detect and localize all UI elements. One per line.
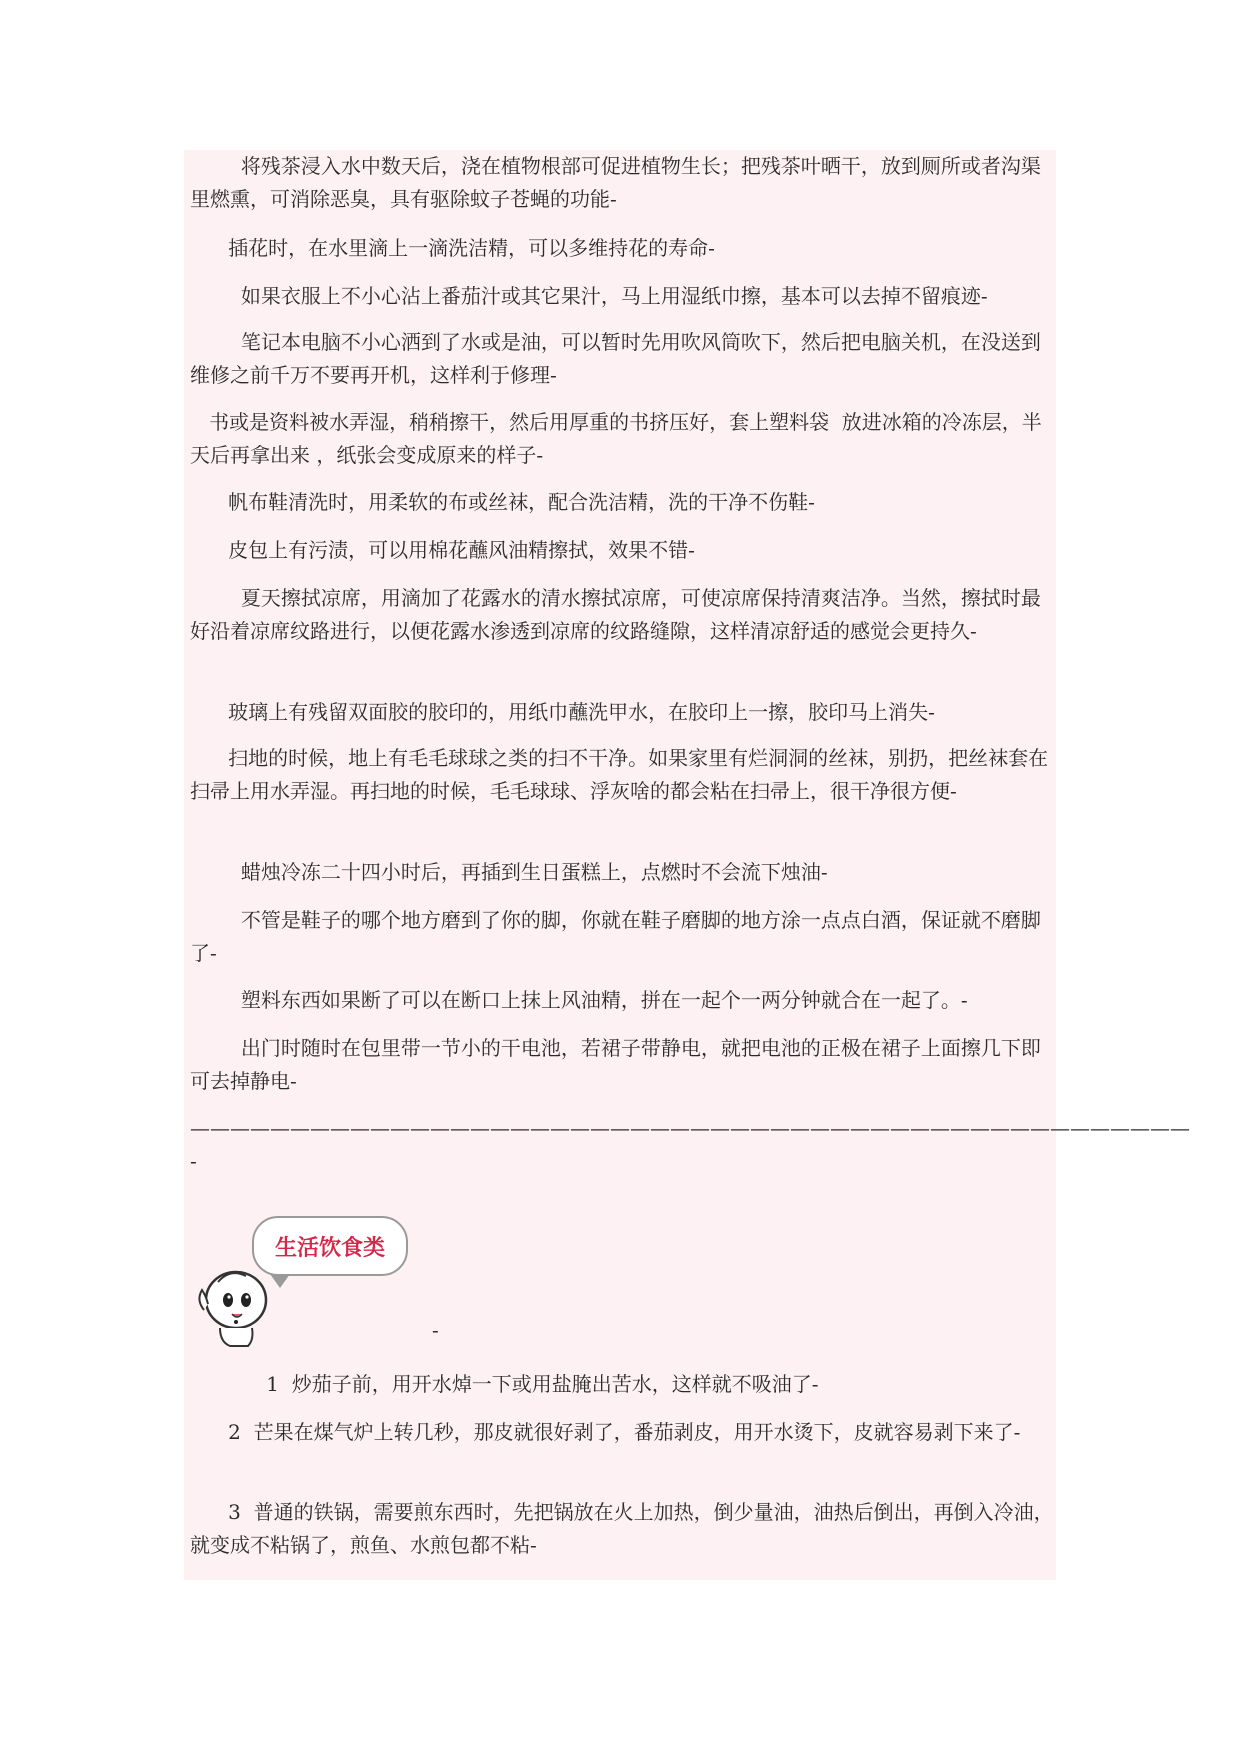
- tip-paragraph: 笔记本电脑不小心洒到了水或是油，可以暂时先用吹风筒吹下，然后把电脑关机，在没送到维修之前千万不要再开机，这样利于修理-: [190, 330, 1041, 387]
- mascot-icon: [190, 1260, 270, 1350]
- food-tip-paragraph: 2 芒果在煤气炉上转几秒，那皮就很好剥了，番茄剥皮，用开水烫下，皮就容易剥下来了-: [190, 1420, 1021, 1444]
- tip-paragraph: 夏天擦拭凉席，用滴加了花露水的清水擦拭凉席，可使凉席保持清爽洁净。当然，擦拭时最好沿着凉席纹路进行，以便花露水渗透到凉席的纹路缝隙，这样清凉舒适的感觉会更持久-: [190, 586, 1041, 643]
- category-badge: [190, 1204, 430, 1350]
- tip-paragraph: 塑料东西如果断了可以在断口上抹上风油精，拼在一起个一两分钟就合在一起了。-: [190, 988, 968, 1012]
- tip-paragraph: 皮包上有污渍，可以用棉花蘸风油精擦拭，效果不错-: [190, 538, 695, 562]
- badge-trailing-mark: -: [432, 1318, 439, 1342]
- tip-paragraph: 如果衣服上不小心沾上番茄汁或其它果汁，马上用湿纸巾擦，基本可以去掉不留痕迹-: [190, 284, 988, 308]
- tip-paragraph: 蜡烛冷冻二十四小时后，再插到生日蛋糕上，点燃时不会流下烛油-: [190, 860, 828, 884]
- tip-paragraph: 扫地的时候，地上有毛毛球球之类的扫不干净。如果家里有烂洞洞的丝袜，别扔，把丝袜套在扫帚上用水弄湿。再扫地的时候，毛毛球球、浮灰啥的都会粘在扫帚上，很干净很方便-: [190, 746, 1049, 803]
- tip-paragraph: 不管是鞋子的哪个地方磨到了你的脚，你就在鞋子磨脚的地方涂一点点白酒，保证就不磨脚了-: [190, 908, 1041, 965]
- tip-paragraph: 玻璃上有残留双面胶的胶印的，用纸巾蘸洗甲水，在胶印上一擦，胶印马上消失-: [190, 700, 935, 724]
- food-tip-paragraph: 3 普通的铁锅，需要煎东西时，先把锅放在火上加热，倒少量油，油热后倒出，再倒入冷油，就变成不粘锅了，煎鱼、水煎包都不粘-: [190, 1500, 1054, 1557]
- tip-paragraph: 书或是资料被水弄湿，稍稍擦干，然后用厚重的书挤压好，套上塑料袋 放进冰箱的冷冻层，半天后再拿出来 ，纸张会变成原来的样子-: [190, 410, 1042, 467]
- food-tip-paragraph: 1 炒茄子前，用开水焯一下或用盐腌出苦水，这样就不吸油了-: [190, 1372, 819, 1396]
- tip-paragraph: 将残茶浸入水中数天后，浇在植物根部可促进植物生长；把残茶叶晒干，放到厕所或者沟渠里燃熏，可消除恶臭，具有驱除蚊子苍蝇的功能-: [190, 154, 1041, 211]
- category-label: 生活饮食类: [252, 1216, 408, 1276]
- section-divider: —————————————————————————————————————————————————— -: [190, 1116, 1210, 1173]
- tip-paragraph: 帆布鞋清洗时，用柔软的布或丝袜，配合洗洁精，洗的干净不伤鞋-: [190, 490, 815, 514]
- tip-paragraph: 插花时，在水里滴上一滴洗洁精，可以多维持花的寿命-: [190, 236, 715, 260]
- tip-paragraph: 出门时随时在包里带一节小的干电池，若裙子带静电，就把电池的正极在裙子上面擦几下即可去掉静电-: [190, 1036, 1041, 1093]
